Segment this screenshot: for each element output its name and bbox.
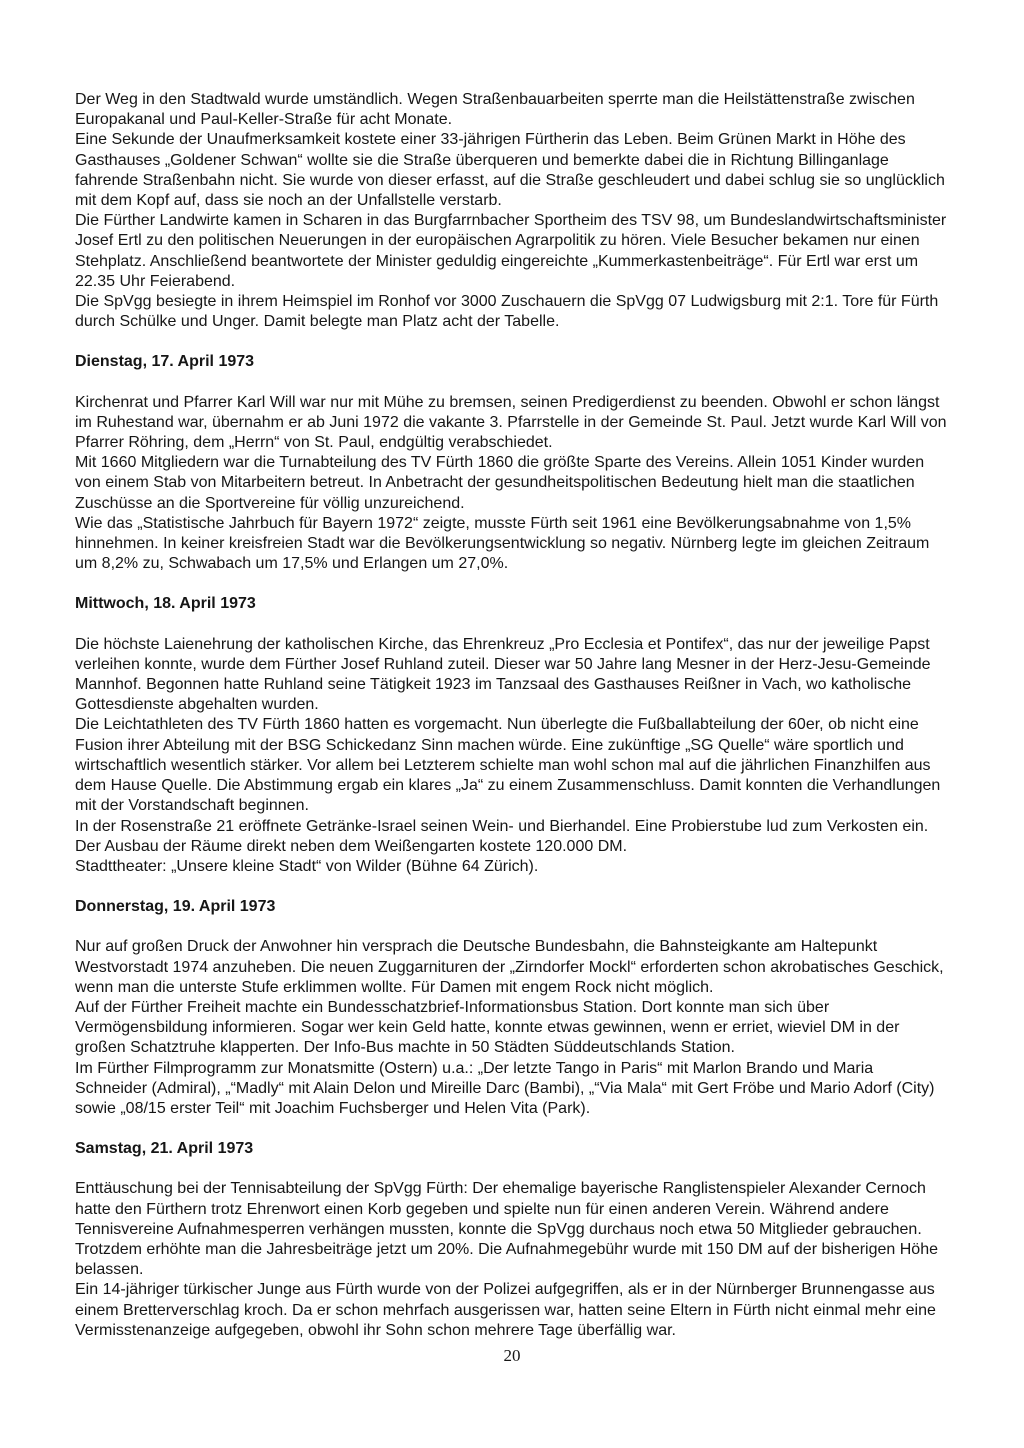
paragraph: Die Leichtathleten des TV Fürth 1860 hatten es vorgemacht. Nun überlegte die Fußballabteilung der 60er, ob nicht eine Fusion ihrer Abteilung mit der BSG Schickedanz Sinn machen würde. Eine zukünftige „SG Quelle“ wäre sportlich und wirtschaftlich wesentlich stärker. Vor allem bei Letzterem schielte man wohl schon mal auf die jährlichen Finanzhilfen aus dem Hause Quelle. Die Abstimmung ergab ein klares „Ja“ zu einem Zusammenschluss. Damit konnten die Verhandlungen mit der Vorstandschaft beginnen. (75, 716, 941, 815)
document-content (75, 90, 949, 1341)
section-heading: Dienstag, 17. April 1973 (75, 353, 255, 371)
paragraph: Ein 14-jähriger türkischer Junge aus Fürth wurde von der Polizei aufgegriffen, als er in der Nürnberger Brunnengasse aus einem Bretterverschlag kroch. Da er schon mehrfach ausgerissen war, hatten seine Eltern in Fürth nicht einmal mehr eine Vermisstenanzeige aufgegeben, obwohl ihr Sohn schon mehrere Tage überfällig war. (75, 1281, 936, 1339)
paragraph: Kirchenrat und Pfarrer Karl Will war nur mit Mühe zu bremsen, seinen Predigerdienst zu beenden. Obwohl er schon längst im Ruhestand war, übernahm er ab Juni 1972 die vakante 3. Pfarrstelle in der Gemeinde St. Paul. Jetzt wurde Karl Will von Pfarrer Röhring, dem „Herrn“ von St. Paul, endgültig verabschiedet. (75, 393, 947, 452)
paragraph: Auf der Fürther Freiheit machte ein Bundesschatzbrief-Informationsbus Station. Dort konnte man sich über Vermögensbildung informieren. Sogar wer kein Geld hatte, konnte etwas gewinnen, wenn er erriet, wieviel DM in der großen Schatztruhe klapperten. Der Info-Bus machte in 50 Städten Süddeutschlands Station. (75, 998, 900, 1057)
paragraph: Die Fürther Landwirte kamen in Scharen in das Burgfarrnbacher Sportheim des TSV 98, um Bundeslandwirtschaftsminister Josef Ertl zu den politischen Neuerungen in der europäischen Agrarpolitik zu hören. Viele Besucher bekamen nur einen Stehplatz. Anschließend beantwortete der Minister geduldig eingereichte „Kummerkastenbeiträge“. Für Ertl war erst um 22.35 Uhr Feierabend. (75, 212, 947, 290)
paragraph: Eine Sekunde der Unaufmerksamkeit kostete einer 33-jährigen Fürtherin das Leben. Beim Grünen Markt in Höhe des Gasthauses „Goldener Schwan“ wollte sie die Straße überqueren und bemerkte dabei die in Richtung Billinganlage fahrende Straßenbahn nicht. Sie wurde von dieser erfasst, auf die Straße geschleudert und dabei schlug sie so unglücklich mit dem Kopf auf, dass sie noch an der Unfallstelle verstarb. (75, 131, 945, 210)
paragraph: Wie das „Statistische Jahrbuch für Bayern 1972“ zeigte, musste Fürth seit 1961 eine Bevölkerungsabnahme von 1,5% hinnehmen. In keiner kreisfreien Stadt war die Bevölkerungsentwicklung so negativ. Nürnberg legte im gleichen Zeitraum um 8,2% zu, Schwabach um 17,5% und Erlangen um 27,0%. (75, 514, 930, 573)
paragraph: Die höchste Laienehrung der katholischen Kirche, das Ehrenkreuz „Pro Ecclesia et Pontifex“, das nur der jeweilige Papst verleihen konnte, wurde dem Fürther Josef Ruhland zuteil. Dieser war 50 Jahre lang Mesner in der Herz-Jesu-Gemeinde Mannhof. Begonnen hatte Ruhland seine Tätigkeit 1923 im Tanzsaal des Gasthauses Reißner in Vach, wo katholische Gottesdienste abgehalten wurden. (75, 635, 931, 714)
paragraph: Enttäuschung bei der Tennisabteilung der SpVgg Fürth: Der ehemalige bayerische Ranglistenspieler Alexander Cernoch hatte den Fürthern trotz Ehrenwort einen Korb gegeben und spielte nun für einen anderen Verein. Während andere Tennisvereine Aufnahmesperren verhängen mussten, konnte die SpVgg durchaus noch etwa 50 Mitglieder gebrauchen. Trotzdem erhöhte man die Jahresbeiträge jetzt um 20%. Die Aufnahmegebühr wurde mit 150 DM auf der bisherigen Höhe belassen. (75, 1180, 938, 1279)
paragraph: Im Fürther Filmprogramm zur Monatsmitte (Ostern) u.a.: „Der letzte Tango in Paris“ mit Marlon Brando und Maria Schneider (Admiral), „“Madly“ mit Alain Delon und Mireille Darc (Bambi), „“Via Mala“ mit Gert Fröbe und Mario Adorf (City) sowie „08/15 erster Teil“ mit Joachim Fuchsberger und Helen Vita (Park). (75, 1059, 935, 1117)
section-heading: Mittwoch, 18. April 1973 (75, 595, 256, 613)
paragraph: Mit 1660 Mitgliedern war die Turnabteilung des TV Fürth 1860 die größte Sparte des Vereins. Allein 1051 Kinder wurden von einem Stab von Mitarbeitern betreut. In Anbetracht der gesundheitspolitischen Bedeutung hielt man die staatlichen Zuschüsse an die Sportvereine für völlig unzureichend. (75, 454, 925, 512)
paragraph: Die SpVgg besiegte in ihrem Heimspiel im Ronhof vor 3000 Zuschauern die SpVgg 07 Ludwigsburg mit 2:1. Tore für Fürth durch Schülke und Unger. Damit belegte man Platz acht der Tabelle. (75, 293, 939, 331)
paragraph: Nur auf großen Druck der Anwohner hin versprach die Deutsche Bundesbahn, die Bahnsteigkante am Haltepunkt Westvorstadt 1974 anzuheben. Die neuen Zuggarnituren der „Zirndorfer Mockl“ erforderten schon akrobatisches Geschick, wenn man die unterste Stufe erklimmen wollte. Für Damen mit engem Rock nicht möglich. (75, 938, 944, 996)
section-heading: Samstag, 21. April 1973 (75, 1140, 254, 1158)
paragraph: Stadttheater: „Unsere kleine Stadt“ von Wilder (Bühne 64 Zürich). (75, 857, 539, 875)
section-heading: Donnerstag, 19. April 1973 (75, 898, 276, 916)
page-number: 20 (503, 1346, 521, 1365)
paragraph: Der Weg in den Stadtwald wurde umständlich. Wegen Straßenbauarbeiten sperrte man die Heilstättenstraße zwischen Europakanal und Paul-Keller-Straße für acht Monate. (75, 91, 915, 129)
paragraph: In der Rosenstraße 21 eröffnete Getränke-Israel seinen Wein- und Bierhandel. Eine Probierstube lud zum Verkosten ein. Der Ausbau der Räume direkt neben dem Weißengarten kostete 120.000 DM. (75, 817, 929, 855)
